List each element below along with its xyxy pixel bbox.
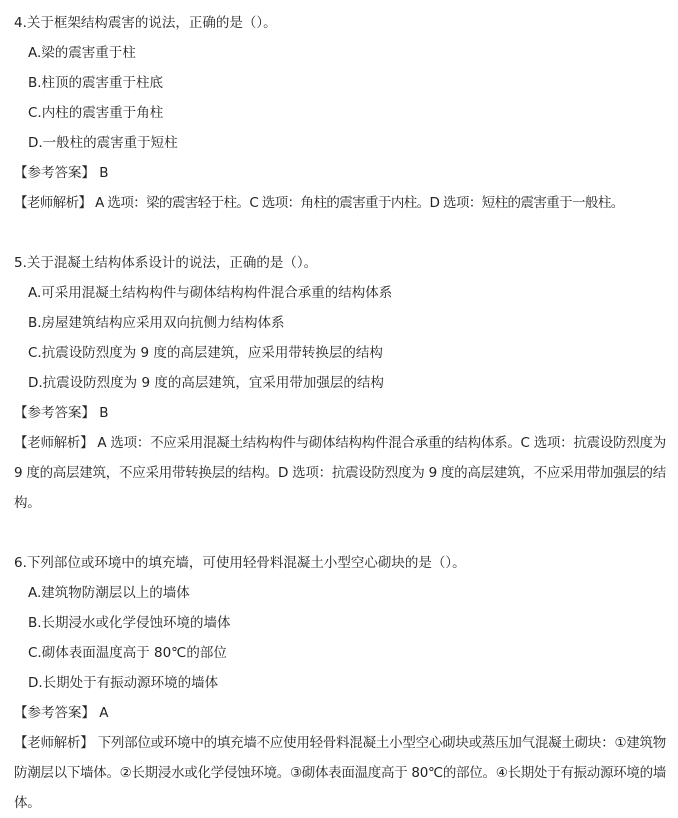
reference-answer (14, 698, 666, 728)
option-b: B.柱顶的震害重于柱底 (28, 75, 164, 91)
option-d: D.抗震设防烈度为 9 度的高层建筑，宜采用带加强层的结构 (28, 375, 384, 391)
option-b: B.房屋建筑结构应采用双向抗侧力结构体系 (28, 315, 285, 331)
reference-answer (14, 398, 666, 428)
option-d: D.一般柱的震害重于短柱 (28, 135, 178, 151)
option-c: C.内柱的震害重于角柱 (28, 105, 164, 121)
question-5 (14, 248, 666, 518)
option-d: D.长期处于有振动源环境的墙体 (28, 675, 219, 691)
teacher-analysis (14, 728, 666, 818)
option-a: A.梁的震害重于柱 (28, 45, 136, 61)
teacher-analysis (14, 188, 666, 218)
analysis-text: A 选项：不应采用混凝土结构构件与砌体结构构件混合承重的结构体系。C 选项：抗震设防烈度为 9 度的高层建筑，不应采用带转换层的结构。D 选项：抗震设防烈度为 9 度的高层建筑，不应采用带加强层的结构。 (14, 435, 666, 511)
analysis-label: 【老师解析】 (14, 735, 94, 751)
question-4 (14, 8, 666, 218)
analysis-text: 下列部位或环境中的填充墙不应使用轻骨料混凝土小型空心砌块或蒸压加气混凝土砌块：①建筑物防潮层以下墙体。②长期浸水或化学侵蚀环境。③砌体表面温度高于 80℃的部位。④长期处于有振动源环境的墙体。 (14, 735, 667, 811)
spacer (14, 218, 666, 248)
option-a: A.建筑物防潮层以上的墙体 (28, 585, 190, 601)
question-title: 6.下列部位或环境中的填充墙，可使用轻骨料混凝土小型空心砌块的是（）。 (14, 555, 466, 571)
analysis-label: 【老师解析】 (14, 195, 92, 211)
answer-value: A (99, 705, 109, 721)
answer-label: 【参考答案】 (14, 165, 95, 181)
option-a: A.可采用混凝土结构构件与砌体结构构件混合承重的结构体系 (28, 285, 393, 301)
option-b: B.长期浸水或化学侵蚀环境的墙体 (28, 615, 231, 631)
question-title: 5.关于混凝土结构体系设计的说法，正确的是（）。 (14, 255, 318, 271)
analysis-label: 【老师解析】 (14, 435, 94, 451)
question-title: 4.关于框架结构震害的说法，正确的是（）。 (14, 15, 277, 31)
option-c: C.砌体表面温度高于 80℃的部位 (28, 645, 227, 661)
analysis-text: A 选项：梁的震害轻于柱。C 选项：角柱的震害重于内柱。D 选项：短柱的震害重于一般柱。 (95, 195, 624, 211)
reference-answer (14, 158, 666, 188)
answer-label: 【参考答案】 (14, 405, 95, 421)
answer-value: B (99, 405, 109, 421)
question-6 (14, 548, 666, 818)
answer-value: B (99, 165, 109, 181)
option-c: C.抗震设防烈度为 9 度的高层建筑，应采用带转换层的结构 (28, 345, 383, 361)
teacher-analysis (14, 428, 666, 518)
spacer (14, 518, 666, 548)
answer-label: 【参考答案】 (14, 705, 95, 721)
